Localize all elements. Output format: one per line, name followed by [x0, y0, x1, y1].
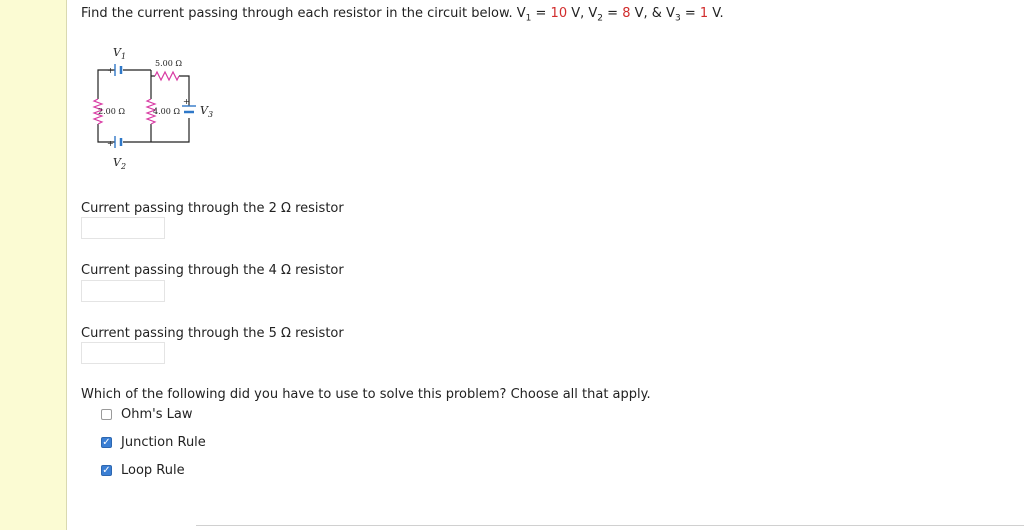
loop-rule-checkbox[interactable]: ✓: [102, 465, 111, 476]
v1-definition: $V_1 = 10$ V,: [516, 6, 589, 24]
junction-rule-checkbox[interactable]: ✓: [102, 437, 111, 448]
multiple-choice-prompt: Which of the following did you have to use to solve this problem? Choose all that apply.: [81, 387, 651, 402]
v3-plus-sign: +: [183, 97, 190, 106]
answer-input-2-ohm[interactable]: [81, 217, 165, 239]
resistor-5-ohm-symbol: [155, 72, 179, 80]
resistor-4-ohm-label: 4.00 Ω: [153, 107, 180, 116]
resistor-5-ohm-label: 5.00 Ω: [155, 59, 182, 68]
v2-value: 8: [622, 6, 631, 21]
option-loop-rule[interactable]: [101, 463, 185, 478]
resistor-2-ohm-label: 2.00 Ω: [98, 107, 125, 116]
question-prompt: Find the current passing through each resistor in the circuit below.: [81, 6, 513, 21]
option-label: Loop Rule: [121, 463, 185, 478]
v1-plus-sign: +: [107, 66, 114, 75]
v1-label: $V_1$: [113, 46, 127, 61]
v1-value: 10: [550, 6, 568, 21]
circuit-diagram: [79, 42, 239, 182]
battery-v2-symbol: [115, 136, 121, 148]
v2-label: $V_2$: [113, 156, 127, 171]
answer-input-5-ohm[interactable]: [81, 342, 165, 364]
field-label-2-ohm: Current passing through the 2 Ω resistor: [81, 201, 344, 216]
answer-input-4-ohm[interactable]: [81, 280, 165, 302]
circuit-wires: [98, 70, 189, 142]
field-label-4-ohm: Current passing through the 4 Ω resistor: [81, 263, 344, 278]
option-label: Junction Rule: [121, 435, 206, 450]
v3-value: 1: [699, 6, 709, 21]
field-label-5-ohm: Current passing through the 5 Ω resistor: [81, 326, 344, 341]
option-label: Ohm's Law: [121, 407, 193, 422]
left-sidebar-strip: [0, 0, 67, 530]
option-junction-rule[interactable]: [101, 435, 206, 450]
battery-v3-symbol: [182, 106, 196, 112]
option-ohms-law[interactable]: [101, 407, 192, 422]
question-text: [81, 6, 724, 24]
v2-plus-sign: +: [107, 139, 114, 148]
v2-definition: $V_2 = 8$ V, &: [588, 6, 667, 24]
ohms-law-checkbox[interactable]: [101, 409, 112, 420]
v3-label: $V_3$: [200, 104, 214, 119]
v3-definition: $V_3 = 1$ V.: [666, 6, 724, 24]
battery-v1-symbol: [115, 64, 121, 76]
bottom-divider: [196, 525, 1024, 526]
